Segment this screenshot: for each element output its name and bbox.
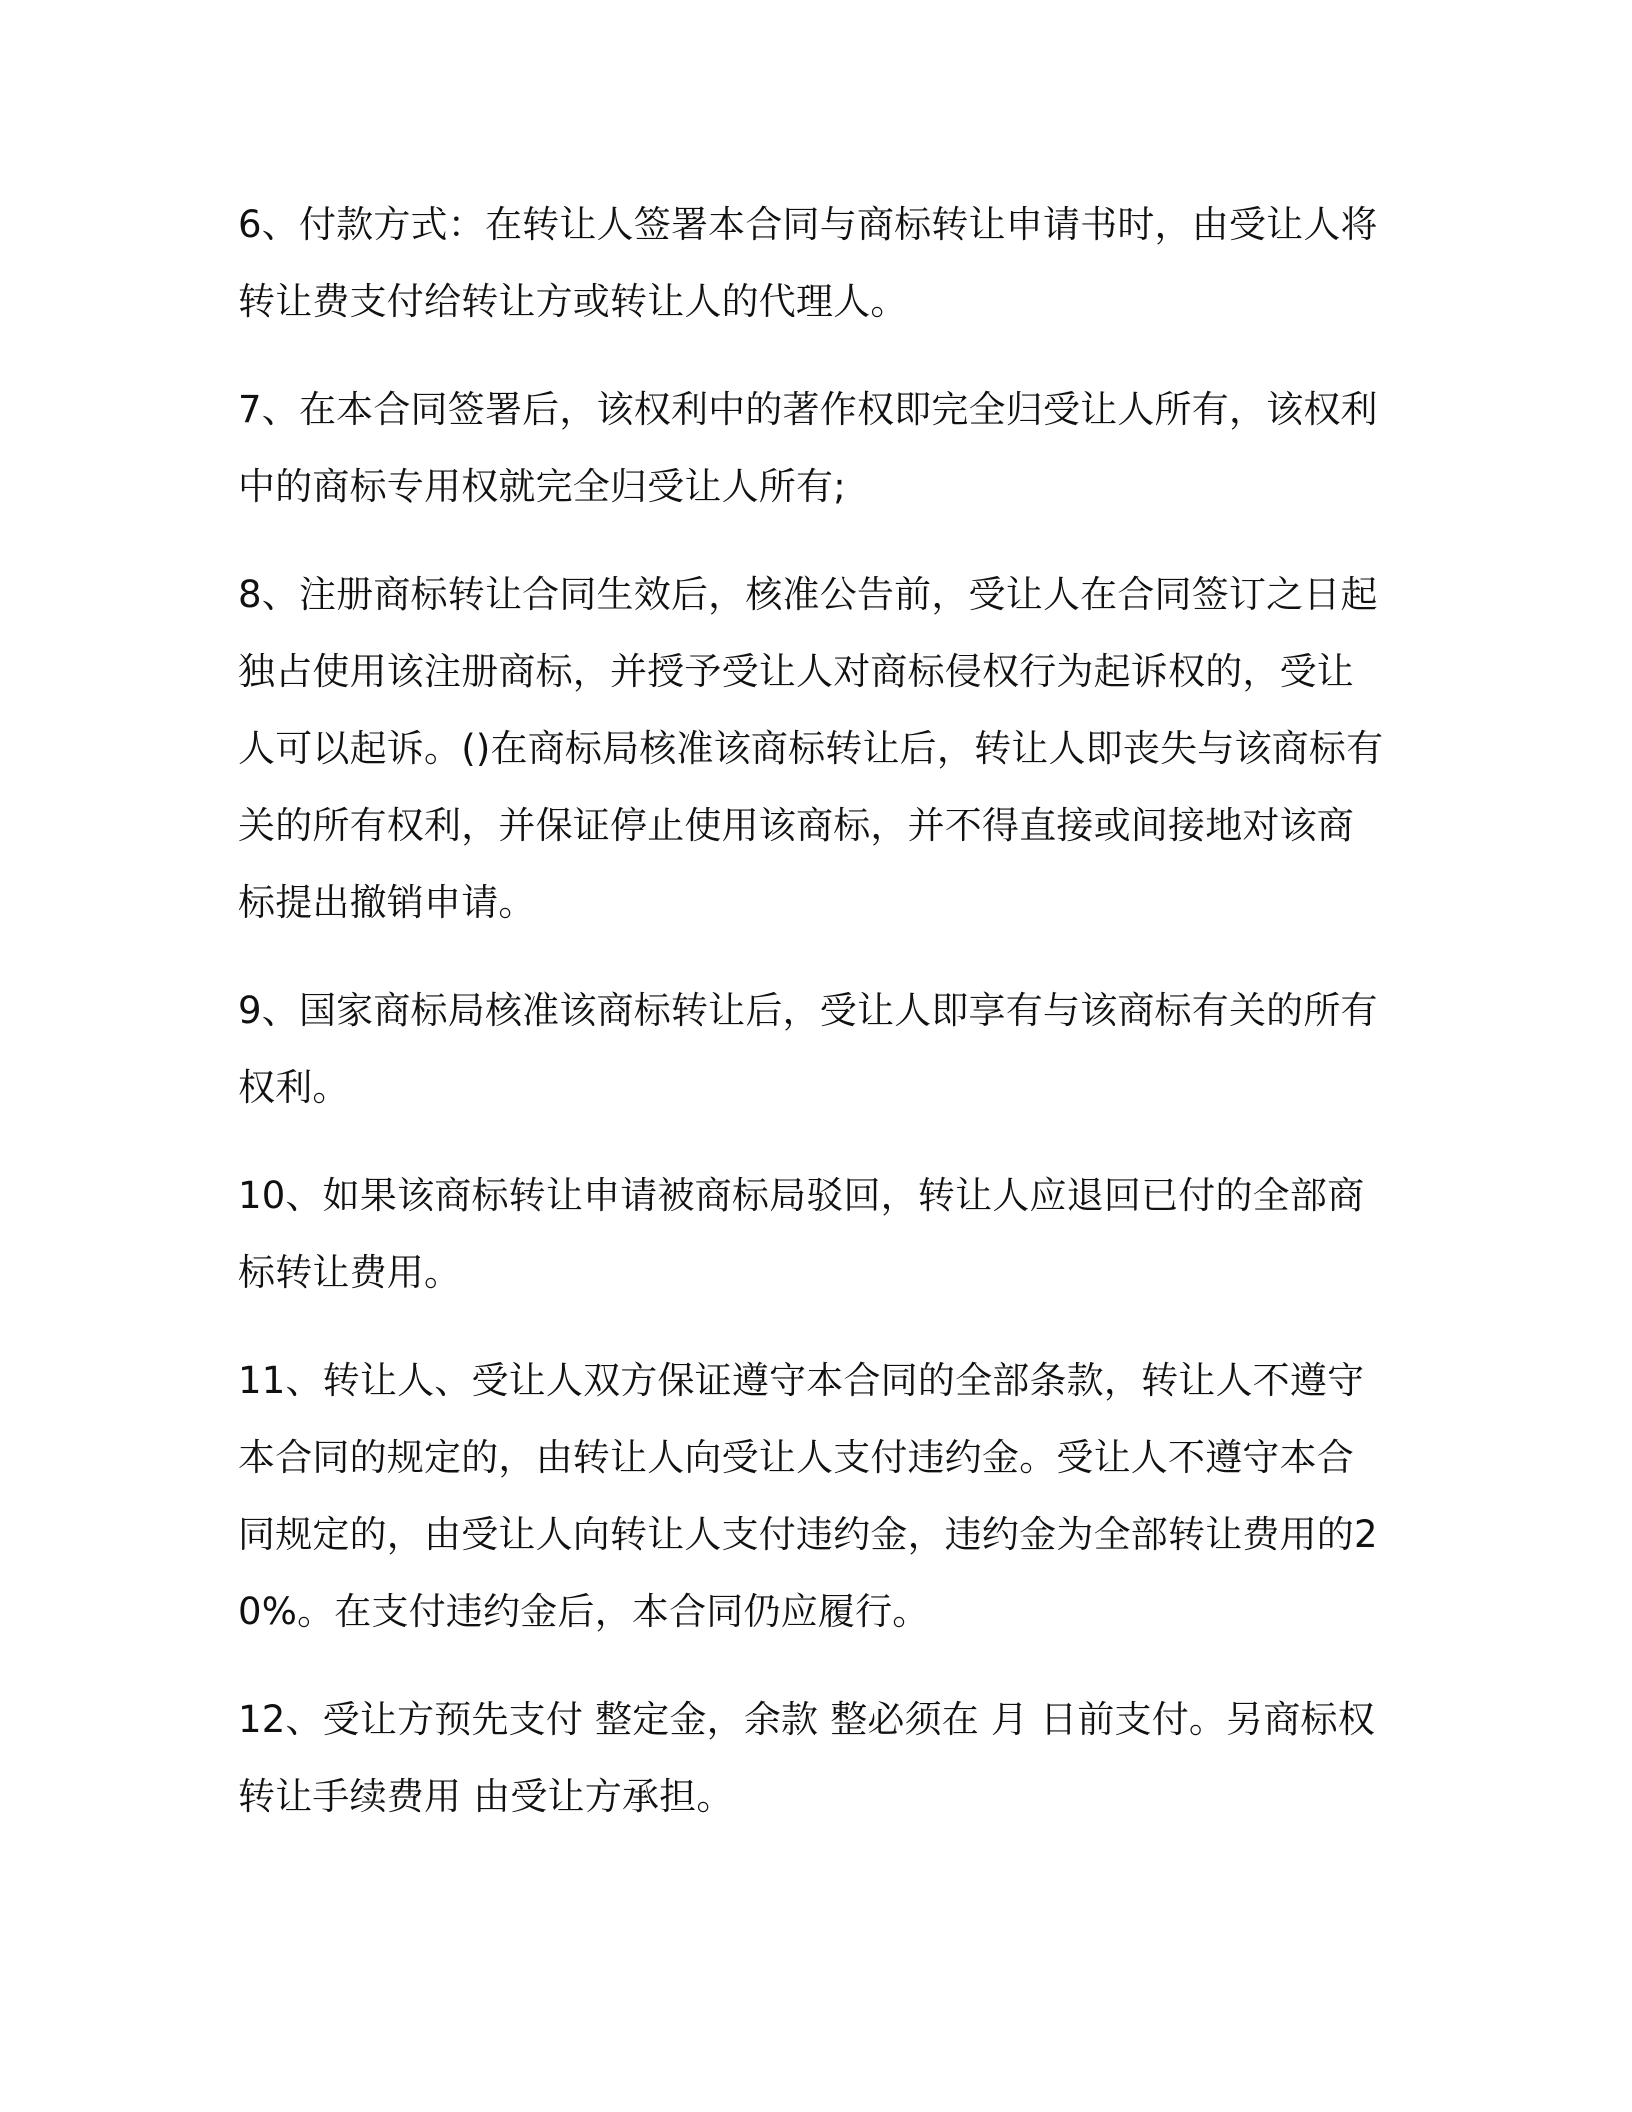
clause-11: 11、转让人、受让人双方保证遵守本合同的全部条款，转让人不遵守本合同的规定的，由转让人向受让人支付违约金。受让人不遵守本合同规定的，由受让人向转让人支付违约金，违约金为全部转让费用的20%。在支付违约金后，本合同仍应履行。 (238, 1359, 1378, 1633)
clause-12: 12、受让方预先支付 整定金，余款 整必须在 月 日前支付。另商标权转让手续费用 由受让方承担。 (238, 1698, 1375, 1818)
clause-9: 9、国家商标局核准该商标转让后，受让人即享有与该商标有关的所有权利。 (238, 989, 1378, 1109)
clause-8: 8、注册商标转让合同生效后，核准公告前，受让人在合同签订之日起独占使用该注册商标，并授予受让人对商标侵权行为起诉权的，受让人可以起诉。()在商标局核准该商标转让后，转让人即丧失与该商标有关的所有权利，并保证停止使用该商标，并不得直接或间接地对该商标提出撤销申请。 (238, 573, 1384, 924)
clause-6: 6、付款方式：在转让人签署本合同与商标转让申请书时，由受让人将转让费支付给转让方或转让人的代理人。 (238, 203, 1378, 323)
clause-7: 7、在本合同签署后，该权利中的著作权即完全归受让人所有，该权利中的商标专用权就完全归受让人所有; (238, 388, 1378, 508)
contract-body (238, 186, 1388, 1866)
clause-10: 10、如果该商标转让申请被商标局驳回，转让人应退回已付的全部商标转让费用。 (238, 1174, 1365, 1294)
